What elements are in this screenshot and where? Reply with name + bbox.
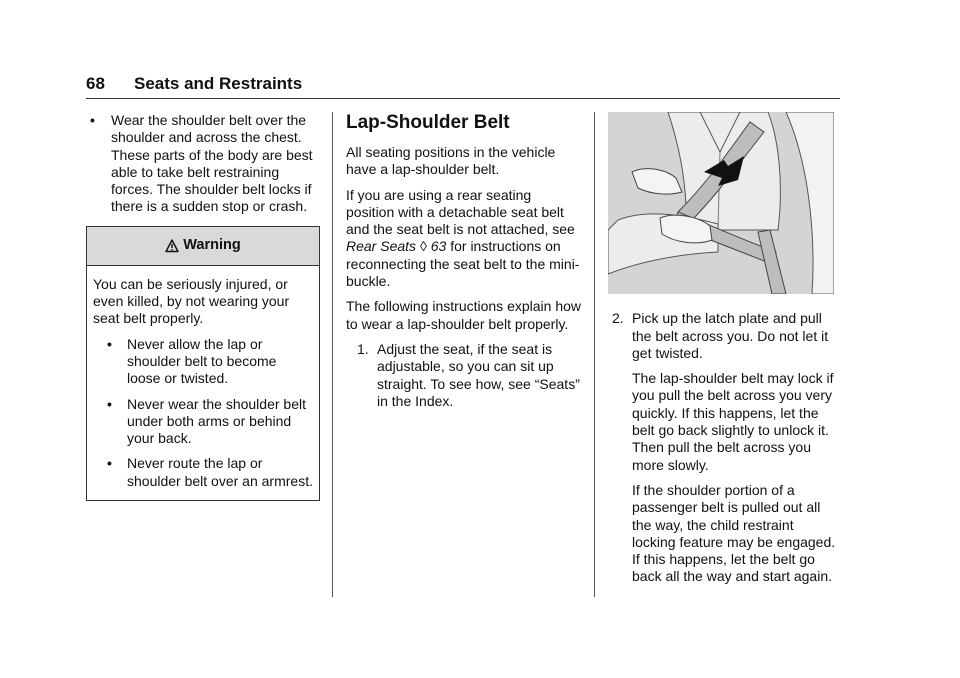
bullet-text: Wear the shoulder belt over the shoulder and across the chest. These parts of the body are best able to take belt restraining forces. The shoulder belt locks if there is a sudden stop or crash. [111,112,313,215]
bullet-marker: • [107,395,112,412]
column-divider [332,112,333,597]
paragraph: The lap-shoulder belt may lock if you pull the belt across you very quickly. If this happens, let the belt go back slightly to unlock it. Then pull the belt across you more slowly. [632,370,834,473]
warning-item-text: Never allow the lap or shoulder belt to become loose or twisted. [127,335,277,387]
numbered-step [608,310,840,585]
cross-reference-link[interactable]: Rear Seats [346,238,417,255]
warning-body [87,266,319,500]
bullet-marker: • [90,112,95,128]
warning-intro: You can be seriously injured, or even killed, by not wearing your seat belt properly. [93,275,290,327]
column-middle [346,112,582,418]
step-text: Pick up the latch plate and pull the belt across you. Do not let it get twisted. [632,310,829,361]
page-header [86,70,840,99]
warning-header [87,227,319,266]
step-number: 1. [357,340,369,357]
warning-item-text: Never wear the shoulder belt under both arms or behind your back. [127,395,306,447]
page-ref-icon: ◊ [419,238,427,255]
paragraph: The following instructions explain how to wear a lap-shoulder belt properly. [346,298,582,332]
warning-item [93,455,313,490]
page-number: 68 [86,74,105,93]
paragraph: If the shoulder portion of a passenger belt is pulled out all the way, the child restraint locking feature may be engaged. If this happens, let the belt go back all the way and start again. [632,481,836,585]
seat-belt-illustration [608,112,834,294]
paragraph-with-reference: If you are using a rear seating position with a detachable seat belt and the seat belt is not attached, see Rear Seats ◊ 63 for instructions on reconnecting the seat belt to the mini-buckle. [346,186,580,290]
column-left [86,112,320,501]
column-right [608,112,840,594]
warning-item-text: Never route the lap or shoulder belt over an armrest. [127,455,313,489]
warning-item [93,396,313,448]
page-ref-number[interactable]: 63 [430,238,447,255]
numbered-step [346,341,582,410]
warning-item [93,336,313,388]
step-text: Adjust the seat, if the seat is adjustable, so you can sit up straight. To see how, see “Seats” in the Index. [377,340,580,409]
warning-icon [165,239,179,253]
paragraph: All seating positions in the vehicle have a lap-shoulder belt. [346,144,556,178]
warning-box [86,226,320,501]
bullet-marker: • [107,455,112,472]
warning-title: Warning [183,237,241,254]
step-number: 2. [612,310,624,327]
chapter-title: Seats and Restraints [134,74,303,93]
bullet-item [86,112,320,216]
section-title: Lap-Shoulder Belt [346,112,510,133]
bullet-marker: • [107,335,112,352]
column-divider [594,112,595,597]
